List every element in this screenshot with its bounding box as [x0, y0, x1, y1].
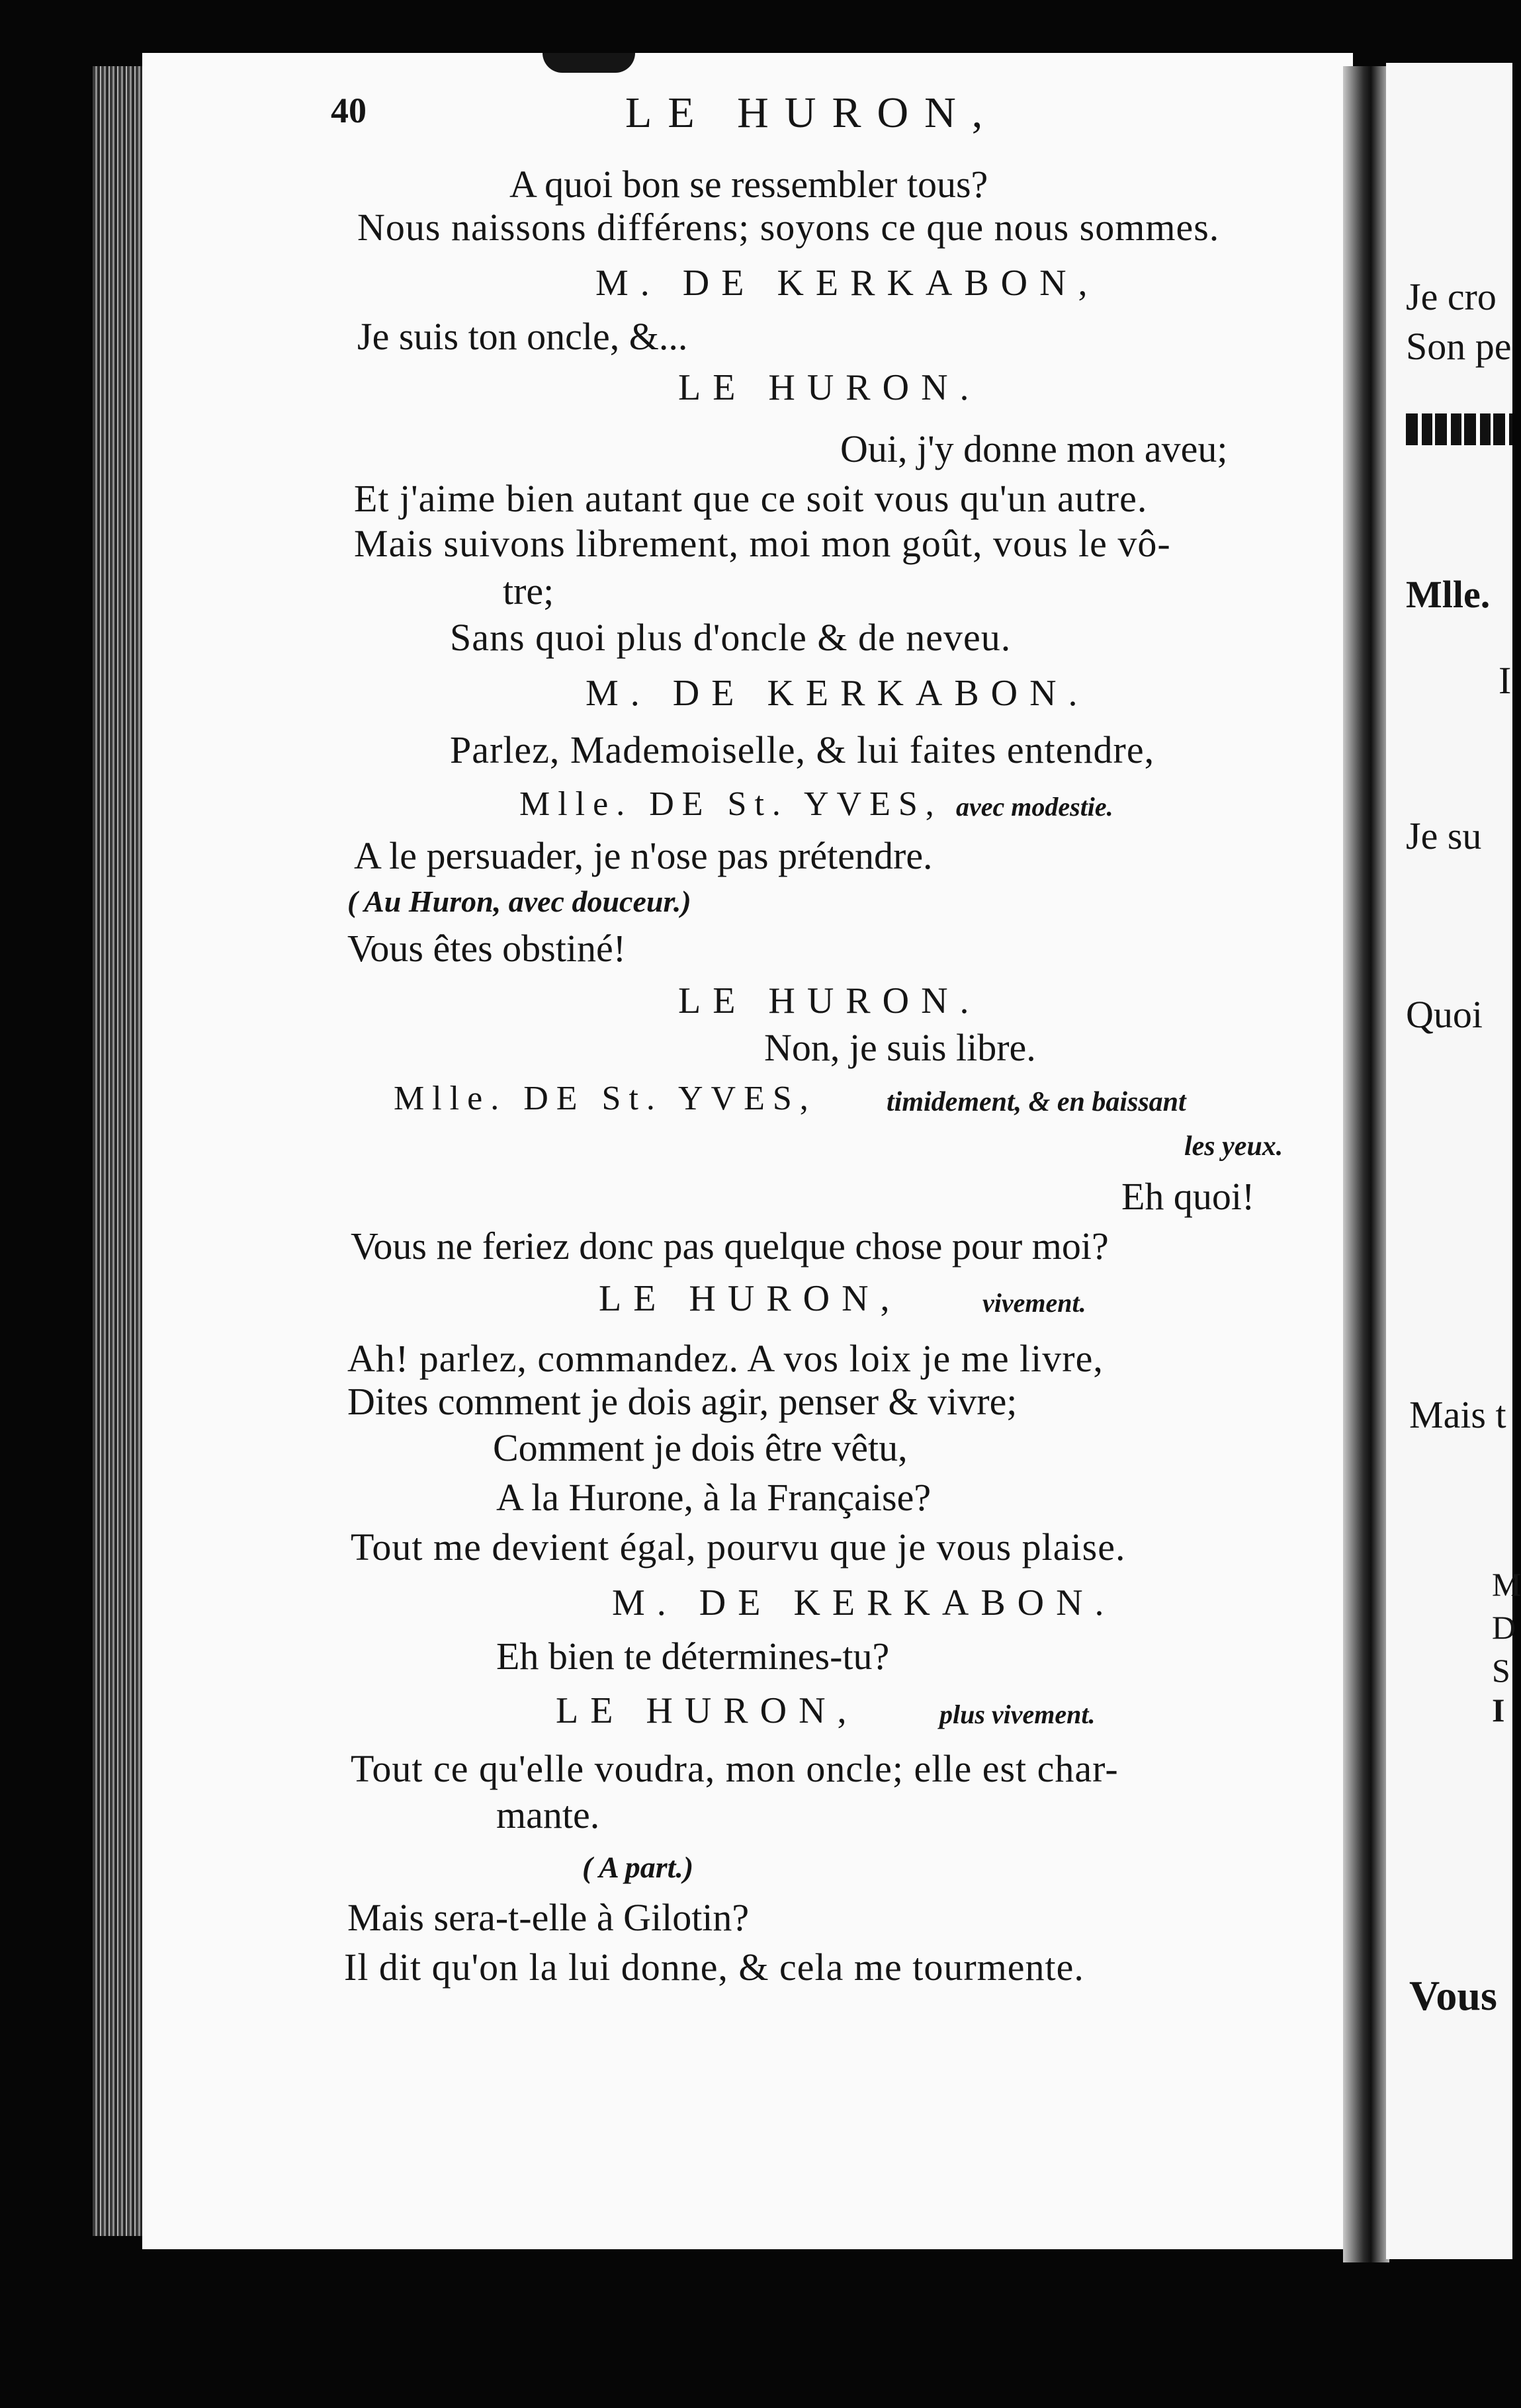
- verse-line: Tout me devient égal, pourvu que je vous plaise.: [351, 1526, 1126, 1569]
- verse-line: Tout ce qu'elle voudra, mon oncle; elle est char-: [351, 1747, 1119, 1790]
- stage-direction: plus vivement.: [939, 1699, 1096, 1729]
- page-number: 40: [331, 91, 367, 130]
- verse-line: A la Hurone, à la Française?: [496, 1476, 932, 1519]
- facing-page-text: Son pe: [1406, 325, 1512, 368]
- verse-line: Oui, j'y donne mon aveu;: [840, 427, 1228, 470]
- verse-line: Parlez, Mademoiselle, & lui faites entendre,: [450, 728, 1155, 771]
- verse-line: mante.: [496, 1793, 600, 1836]
- verse-line: Non, je suis libre.: [764, 1026, 1036, 1069]
- stage-direction: avec modestie.: [956, 792, 1113, 822]
- verse-line: Comment je dois être vêtu,: [493, 1426, 908, 1469]
- facing-page-text: Vous: [1409, 1972, 1497, 2019]
- speaker-name: M. DE KERKABON,: [595, 263, 1100, 304]
- speaker-name: LE HURON.: [678, 367, 981, 408]
- speaker-name: LE HURON.: [678, 980, 981, 1021]
- verse-line: Je suis ton oncle, &...: [357, 315, 688, 358]
- verse-line: Sans quoi plus d'oncle & de neveu.: [450, 616, 1012, 659]
- facing-page-text: M: [1492, 1566, 1521, 1603]
- ornament-band: [1406, 413, 1512, 445]
- facing-page-text: I: [1499, 659, 1512, 702]
- speaker-name: M. DE KERKABON.: [586, 673, 1090, 714]
- verse-line: Vous ne feriez donc pas quelque chose pour moi?: [351, 1225, 1109, 1268]
- facing-page-text: I: [1492, 1692, 1505, 1729]
- verse-line: Dites comment je dois agir, penser & vivre;: [347, 1380, 1018, 1423]
- speaker-name: LE HURON,: [556, 1690, 859, 1731]
- book-binding-edge: [93, 66, 146, 2236]
- stage-direction: ( A part.): [582, 1850, 694, 1884]
- stage-direction: ( Au Huron, avec douceur.): [347, 884, 691, 918]
- facing-page-text: S: [1492, 1652, 1510, 1689]
- verse-line: A le persuader, je n'ose pas prétendre.: [354, 834, 933, 877]
- speaker-name: M. DE KERKABON.: [612, 1582, 1116, 1623]
- verse-line: tre;: [503, 570, 554, 613]
- facing-page-text: Je su: [1406, 814, 1482, 857]
- book-gutter: [1343, 66, 1389, 2262]
- speaker-name: Mlle. DE St. YVES,: [394, 1080, 816, 1117]
- facing-page-text: Je cro: [1406, 275, 1497, 318]
- verse-line: Mais suivons librement, moi mon goût, vous le vô-: [354, 522, 1171, 565]
- facing-page-text: D: [1492, 1609, 1516, 1646]
- speaker-name: Mlle. DE St. YVES,: [519, 785, 942, 823]
- stage-direction: les yeux.: [1184, 1131, 1283, 1162]
- facing-page-text: Mais t: [1409, 1393, 1506, 1436]
- stage-direction: timidement, & en baissant: [887, 1087, 1186, 1117]
- facing-page-text: Quoi: [1406, 993, 1483, 1036]
- library-stamp: [543, 53, 635, 73]
- running-head: LE HURON,: [625, 89, 999, 137]
- verse-line: Vous êtes obstiné!: [347, 927, 627, 970]
- verse-line: Mais sera-t-elle à Gilotin?: [347, 1896, 750, 1939]
- verse-line: A quoi bon se ressembler tous?: [509, 163, 988, 206]
- right-page-fragment: [1386, 63, 1512, 2259]
- verse-line: Nous naissons différens; soyons ce que nous sommes.: [357, 206, 1220, 249]
- speaker-name: LE HURON,: [599, 1278, 902, 1319]
- verse-line: Ah! parlez, commandez. A vos loix je me livre,: [347, 1337, 1104, 1380]
- verse-line: Eh quoi!: [1121, 1175, 1255, 1218]
- facing-page-text: Mlle.: [1406, 573, 1491, 616]
- verse-line: Et j'aime bien autant que ce soit vous qu'un autre.: [354, 477, 1148, 520]
- stage-direction: vivement.: [982, 1288, 1086, 1318]
- verse-line: Il dit qu'on la lui donne, & cela me tourmente.: [344, 1946, 1084, 1989]
- verse-line: Eh bien te détermines-tu?: [496, 1635, 890, 1678]
